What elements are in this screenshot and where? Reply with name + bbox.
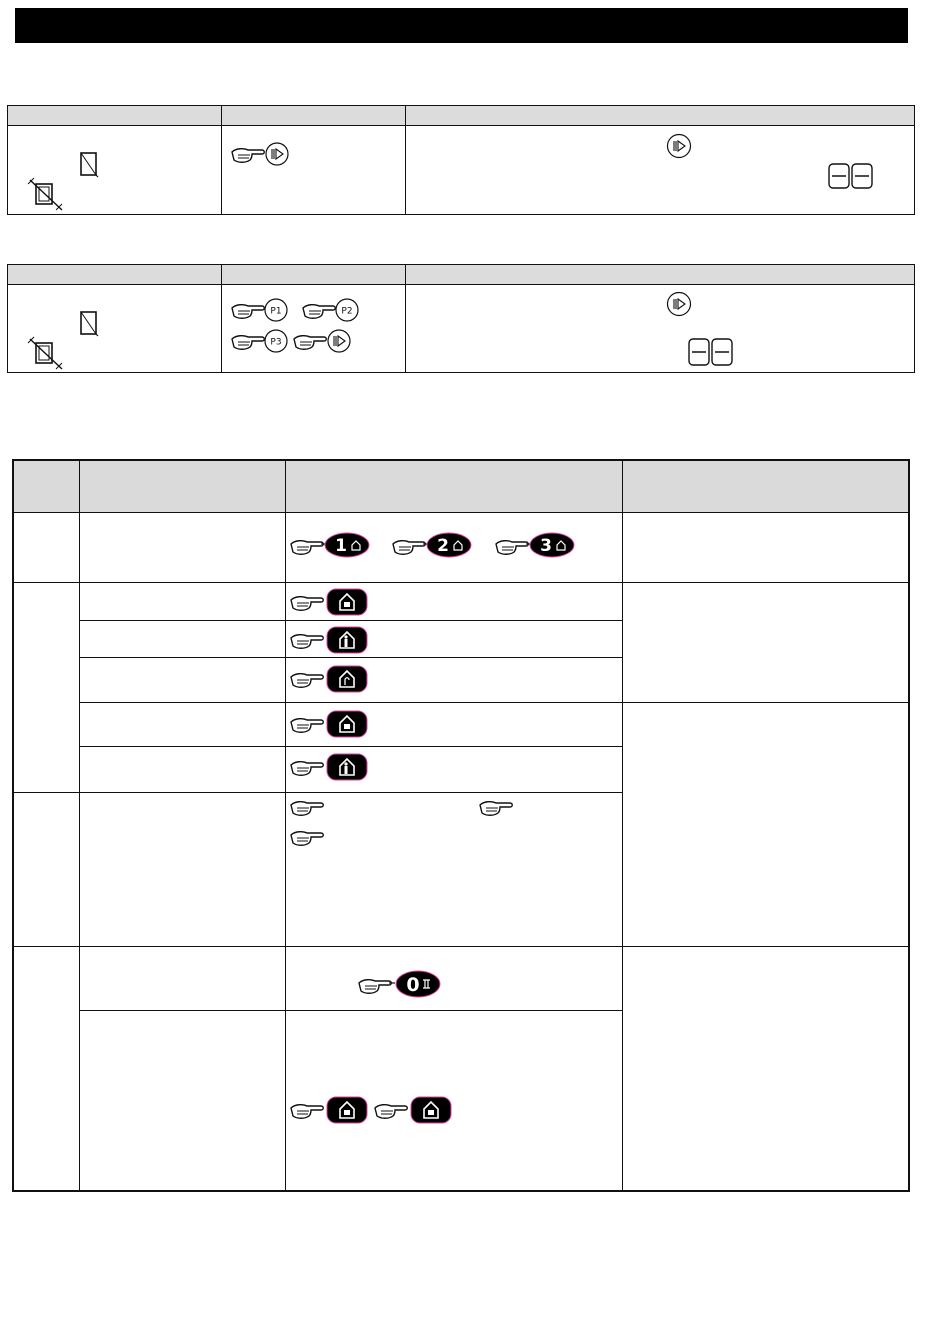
row-divider xyxy=(79,1010,622,1011)
column-divider xyxy=(79,461,80,1192)
press-key-1-icon xyxy=(289,530,373,566)
press-p1-key-icon xyxy=(230,298,290,324)
svg-text:3: 3 xyxy=(540,536,552,556)
press-next-key-icon xyxy=(230,142,292,168)
row-divider xyxy=(14,792,622,793)
column-divider xyxy=(221,106,222,214)
svg-text:2: 2 xyxy=(437,536,449,556)
column-divider xyxy=(405,106,406,214)
table-header xyxy=(8,265,914,285)
row-divider xyxy=(14,582,908,583)
arming-table xyxy=(12,459,910,1192)
door-icon xyxy=(78,150,102,182)
two-digit-display-icon xyxy=(688,338,734,366)
pointing-finger-icon xyxy=(478,797,518,821)
table-header xyxy=(8,106,914,126)
svg-text:1: 1 xyxy=(335,536,347,556)
column-divider xyxy=(285,461,286,1192)
row-divider xyxy=(14,946,908,947)
title-bar xyxy=(15,8,908,43)
svg-text:0: 0 xyxy=(406,974,420,996)
press-key-2-icon xyxy=(391,530,475,566)
press-next-key-icon xyxy=(292,329,354,355)
press-full-arm-key-icon xyxy=(289,588,371,620)
press-full-arm-key-icon xyxy=(289,1096,371,1128)
press-home-arm-key-icon xyxy=(289,626,371,658)
press-key-0-icon xyxy=(357,969,447,1003)
press-key-3-icon xyxy=(494,530,578,566)
press-full-arm-key-icon xyxy=(289,710,371,742)
pointing-finger-icon xyxy=(289,797,329,821)
svg-text:P1: P1 xyxy=(270,306,282,317)
two-digit-display-icon xyxy=(828,163,874,189)
column-divider xyxy=(622,461,623,1192)
column-divider xyxy=(405,265,406,372)
zone-bypass-table-1 xyxy=(7,105,915,215)
row-divider xyxy=(79,746,622,747)
row-divider xyxy=(79,702,908,703)
press-full-arm-key-icon xyxy=(373,1096,455,1128)
next-key-icon xyxy=(666,133,692,159)
press-p3-key-icon xyxy=(230,329,290,355)
door-icon xyxy=(78,309,102,341)
next-key-icon xyxy=(666,291,692,317)
door-bypass-icon xyxy=(26,337,66,371)
table-header xyxy=(14,461,908,513)
column-divider xyxy=(221,265,222,372)
pointing-finger-icon xyxy=(289,827,329,851)
row-divider xyxy=(79,620,622,621)
press-disarm-key-icon xyxy=(289,665,371,697)
press-p2-key-icon xyxy=(301,298,361,324)
press-home-arm-key-icon xyxy=(289,753,371,785)
svg-text:P3: P3 xyxy=(270,337,282,348)
svg-text:P2: P2 xyxy=(341,306,353,317)
door-bypass-icon xyxy=(26,178,66,212)
zone-bypass-table-2 xyxy=(7,264,915,373)
